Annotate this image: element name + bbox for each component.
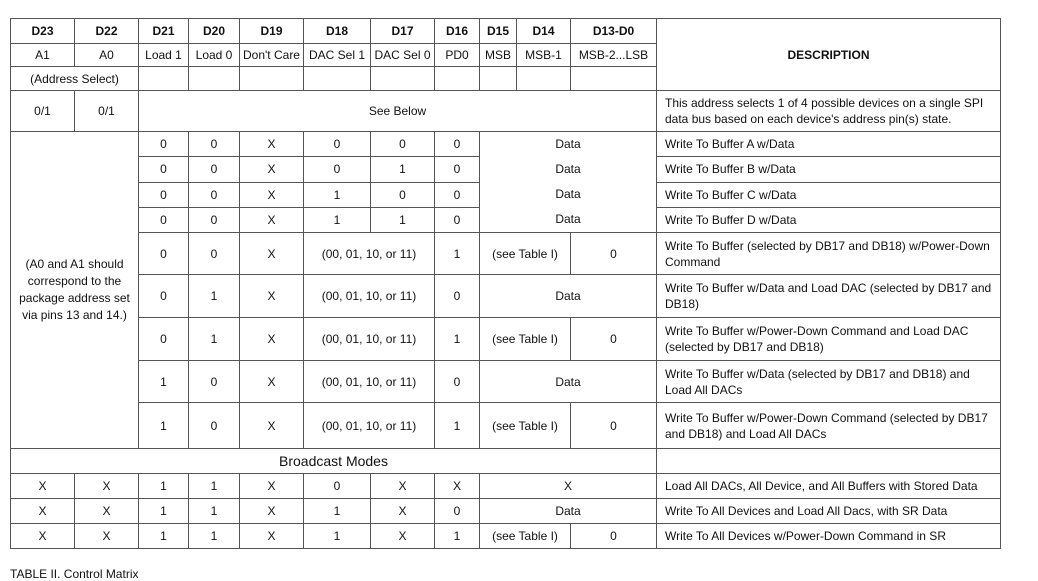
bit-d22-header: D22 — [75, 19, 139, 44]
bit-d23-header: D23 — [11, 19, 75, 44]
data-cell: Data — [555, 187, 581, 201]
bit-d19-header: D19 — [240, 19, 304, 44]
cell-d23: X — [11, 474, 75, 499]
row-description: Write To Buffer w/Data (selected by DB17 and DB18) and Load All DACs — [657, 361, 1001, 403]
row-description: Write To All Devices w/Power-Down Command in SR — [657, 524, 1001, 549]
cell-d16: 1 — [435, 318, 480, 361]
cell-d16: 1 — [435, 403, 480, 449]
row-description: Write To Buffer w/Power-Down Command and Load DAC (selected by DB17 and DB18) — [657, 318, 1001, 361]
bit-d21-header: D21 — [139, 19, 189, 44]
cell-d21: 1 — [139, 403, 189, 449]
row-description: Write To Buffer A w/Data — [657, 132, 1001, 157]
see-below-label: See Below — [139, 91, 657, 132]
bit-d17-header: D17 — [371, 19, 435, 44]
cell-d19: X — [240, 474, 304, 499]
cell-d20: 1 — [189, 275, 240, 318]
see-table-cell: (see Table I) — [480, 318, 571, 361]
dac-select-cell: (00, 01, 10, or 11) — [304, 275, 435, 318]
cell-d20: 0 — [189, 233, 240, 275]
cell-d20: 1 — [189, 474, 240, 499]
lsb-zero-cell: 0 — [571, 318, 657, 361]
row-description: Write To Buffer C w/Data — [657, 182, 1001, 207]
cell-d18: 1 — [304, 182, 371, 207]
lsb-zero-cell: 0 — [571, 403, 657, 449]
broadcast-row — [11, 474, 1001, 499]
broadcast-row — [11, 499, 1001, 524]
cell-d21: 1 — [139, 524, 189, 549]
cell-d21: 0 — [139, 233, 189, 275]
row-description: Write To Buffer (selected by DB17 and DB18) w/Power-Down Command — [657, 233, 1001, 275]
data-cell: Data — [555, 212, 581, 226]
dac-select-cell: (00, 01, 10, or 11) — [304, 403, 435, 449]
see-table-cell: (see Table I) — [480, 233, 571, 275]
cell-d19: X — [240, 182, 304, 207]
address-row — [11, 91, 1001, 132]
cell-d20: 0 — [189, 182, 240, 207]
address-select-label: (Address Select) — [11, 67, 139, 91]
bit-d20-header: D20 — [189, 19, 240, 44]
row-description: Write To Buffer w/Data and Load DAC (selected by DB17 and DB18) — [657, 275, 1001, 318]
cell-d21: 1 — [139, 361, 189, 403]
cell-d18: 1 — [304, 207, 371, 232]
cell-d17: 1 — [371, 207, 435, 232]
data-cell-group — [480, 132, 657, 233]
bit-name-pd0: PD0 — [435, 44, 480, 67]
cell-d16: X — [435, 474, 480, 499]
see-table-cell: (see Table I) — [480, 524, 571, 549]
row-description: Load All DACs, All Device, and All Buffers with Stored Data — [657, 474, 1001, 499]
data-cell: Data — [555, 137, 581, 151]
cell-d16: 0 — [435, 157, 480, 182]
cell-d21: 0 — [139, 275, 189, 318]
cell-d16: 0 — [435, 207, 480, 232]
cell-d21: 1 — [139, 499, 189, 524]
bit-name-dont-care: Don't Care — [240, 44, 304, 67]
cell-d23: X — [11, 524, 75, 549]
cell-d20: 0 — [189, 157, 240, 182]
cell-d23: X — [11, 499, 75, 524]
cell-d20: 1 — [189, 318, 240, 361]
description-header: DESCRIPTION — [657, 19, 1001, 91]
bit-name-dac-sel1: DAC Sel 1 — [304, 44, 371, 67]
cell-d20: 0 — [189, 361, 240, 403]
data-cell: X — [480, 474, 657, 499]
table-row — [11, 318, 1001, 361]
cell-d21: 1 — [139, 474, 189, 499]
cell-d19: X — [240, 361, 304, 403]
bit-name-msb-1: MSB-1 — [517, 44, 571, 67]
row-description: Write To Buffer B w/Data — [657, 157, 1001, 182]
address-a1-value: 0/1 — [11, 91, 75, 132]
table-row — [11, 132, 1001, 157]
bit-d13-d0-header: D13-D0 — [571, 19, 657, 44]
cell-d16: 0 — [435, 361, 480, 403]
broadcast-title-row — [11, 449, 1001, 474]
see-table-cell: (see Table I) — [480, 403, 571, 449]
data-cell: Data — [480, 361, 657, 403]
bit-name-msb-2-lsb: MSB-2...LSB — [571, 44, 657, 67]
data-cell: Data — [480, 499, 657, 524]
cell-d19: X — [240, 318, 304, 361]
row-description: Write To Buffer w/Power-Down Command (selected by DB17 and DB18) and Load All DACs — [657, 403, 1001, 449]
cell-d19: X — [240, 499, 304, 524]
cell-d20: 1 — [189, 524, 240, 549]
row-description: Write To Buffer D w/Data — [657, 207, 1001, 232]
bit-d18-header: D18 — [304, 19, 371, 44]
cell-d21: 0 — [139, 132, 189, 157]
address-row-description: This address selects 1 of 4 possible devices on a single SPI data bus based on each device's address pin(s) state. — [657, 91, 1001, 132]
bit-name-load1: Load 1 — [139, 44, 189, 67]
bit-d14-header: D14 — [517, 19, 571, 44]
cell-d20: 0 — [189, 207, 240, 232]
cell-d17: 1 — [371, 157, 435, 182]
bit-name-msb: MSB — [480, 44, 517, 67]
cell-d17: 0 — [371, 132, 435, 157]
cell-d19: X — [240, 132, 304, 157]
cell-d16: 0 — [435, 275, 480, 318]
table-row — [11, 361, 1001, 403]
cell-d16: 1 — [435, 233, 480, 275]
cell-d22: X — [75, 499, 139, 524]
address-a0-value: 0/1 — [75, 91, 139, 132]
cell-d16: 0 — [435, 132, 480, 157]
cell-d19: X — [240, 524, 304, 549]
cell-d19: X — [240, 207, 304, 232]
cell-d19: X — [240, 157, 304, 182]
cell-d18: 0 — [304, 474, 371, 499]
bit-d16-header: D16 — [435, 19, 480, 44]
cell-d17: 0 — [371, 182, 435, 207]
address-note: (A0 and A1 should correspond to the package address set via pins 13 and 14.) — [11, 132, 139, 449]
cell-d18: 0 — [304, 132, 371, 157]
bit-name-dac-sel0: DAC Sel 0 — [371, 44, 435, 67]
lsb-zero-cell: 0 — [571, 524, 657, 549]
cell-d18: 1 — [304, 524, 371, 549]
cell-d21: 0 — [139, 182, 189, 207]
cell-d16: 0 — [435, 182, 480, 207]
bit-name-a1: A1 — [11, 44, 75, 67]
control-matrix-table — [10, 18, 1001, 549]
bit-name-load0: Load 0 — [189, 44, 240, 67]
cell-d20: 0 — [189, 132, 240, 157]
header-bits-row — [11, 19, 1001, 44]
table-row — [11, 403, 1001, 449]
dac-select-cell: (00, 01, 10, or 11) — [304, 233, 435, 275]
cell-d18: 1 — [304, 499, 371, 524]
cell-d16: 0 — [435, 499, 480, 524]
cell-d20: 1 — [189, 499, 240, 524]
cell-d21: 0 — [139, 207, 189, 232]
table-caption: TABLE II. Control Matrix — [10, 567, 139, 581]
dac-select-cell: (00, 01, 10, or 11) — [304, 361, 435, 403]
row-description: Write To All Devices and Load All Dacs, with SR Data — [657, 499, 1001, 524]
dac-select-cell: (00, 01, 10, or 11) — [304, 318, 435, 361]
data-cell: Data — [555, 162, 581, 176]
cell-d22: X — [75, 524, 139, 549]
broadcast-row — [11, 524, 1001, 549]
data-cell: Data — [480, 275, 657, 318]
lsb-zero-cell: 0 — [571, 233, 657, 275]
cell-d18: 0 — [304, 157, 371, 182]
cell-d17: X — [371, 499, 435, 524]
cell-d17: X — [371, 474, 435, 499]
bit-d15-header: D15 — [480, 19, 517, 44]
cell-d19: X — [240, 403, 304, 449]
cell-d17: X — [371, 524, 435, 549]
bit-name-a0: A0 — [75, 44, 139, 67]
table-row — [11, 233, 1001, 275]
cell-d16: 1 — [435, 524, 480, 549]
cell-d21: 0 — [139, 157, 189, 182]
broadcast-modes-title: Broadcast Modes — [11, 449, 657, 474]
cell-d22: X — [75, 474, 139, 499]
cell-d19: X — [240, 233, 304, 275]
cell-d21: 0 — [139, 318, 189, 361]
cell-d19: X — [240, 275, 304, 318]
cell-d20: 0 — [189, 403, 240, 449]
table-row — [11, 275, 1001, 318]
